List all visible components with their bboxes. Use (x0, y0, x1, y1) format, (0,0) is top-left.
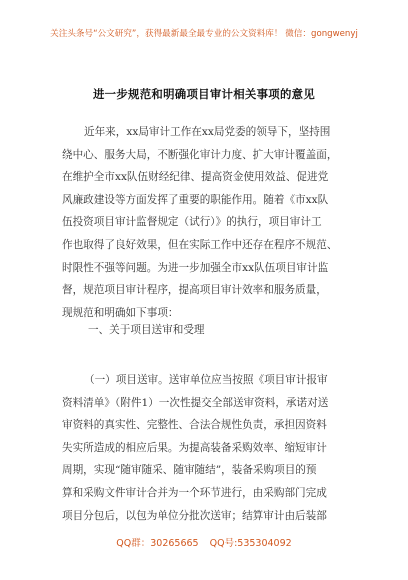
text-line: 督，规范项目审计程序，提高项目审计效率和服务质量， (62, 284, 327, 297)
text-line: 资料清单》（附件1）一次性提交全部送审资料，承诺对送 (62, 396, 329, 409)
text-line: 近年来，xx局审计工作在xx局党委的领导下，坚持围 (84, 126, 331, 138)
text-line: 时限性不强等问题。为进一步加强全市xx队伍项目审计监 (62, 261, 329, 274)
footer-qq: QQ号:535304092 (209, 538, 292, 549)
section-paragraph (62, 369, 358, 527)
text-line: 算和采购文件审计合并为一个环节进行，由采购部门完成 (62, 486, 327, 499)
text-line: 审资料的真实性、完整性、合法合规性负责，承担因资料 (62, 419, 327, 432)
text-line: 在维护全市xx队伍财经纪律、提高资金使用效益、促进党 (62, 171, 329, 184)
footer-contact (0, 535, 408, 549)
intro-paragraph (62, 121, 358, 324)
text-line: 周期，实现“随审随采、随审随结”，装备采购项目的预 (62, 464, 317, 477)
text-line: 风廉政建设等方面发挥了重要的职能作用。随着《市xx队 (62, 193, 329, 206)
footer-qq-group: QQ群：30265665 (116, 538, 199, 549)
text-line: 失实所造成的相应后果。为提高装备采购效率、缩短审计 (62, 441, 327, 454)
text-line: 伍投资项目审计监督规定（试行）》的执行，项目审计工 (62, 216, 322, 229)
header-banner: 关注头条号“公文研究”，获得最新最全最专业的公文资料库！ 微信：gongwenyj (50, 29, 358, 39)
text-line: 项目分包后，以包为单位分批次送审；结算审计由后装部 (62, 509, 327, 522)
text-line: 绕中心、服务大局，不断强化审计力度、扩大审计覆盖面， (62, 148, 338, 161)
section-heading: 一、关于项目送审和受理 (88, 324, 205, 336)
document-title: 进一步规范和明确项目审计相关事项的意见 (92, 87, 316, 101)
text-line: 现规范和明确如下事项： (62, 306, 179, 319)
text-line: 作也取得了良好效果，但在实际工作中还存在程序不规范、 (62, 238, 338, 251)
text-line: （一）项目送审。送审单位应当按照《项目审计报审 (84, 374, 328, 386)
